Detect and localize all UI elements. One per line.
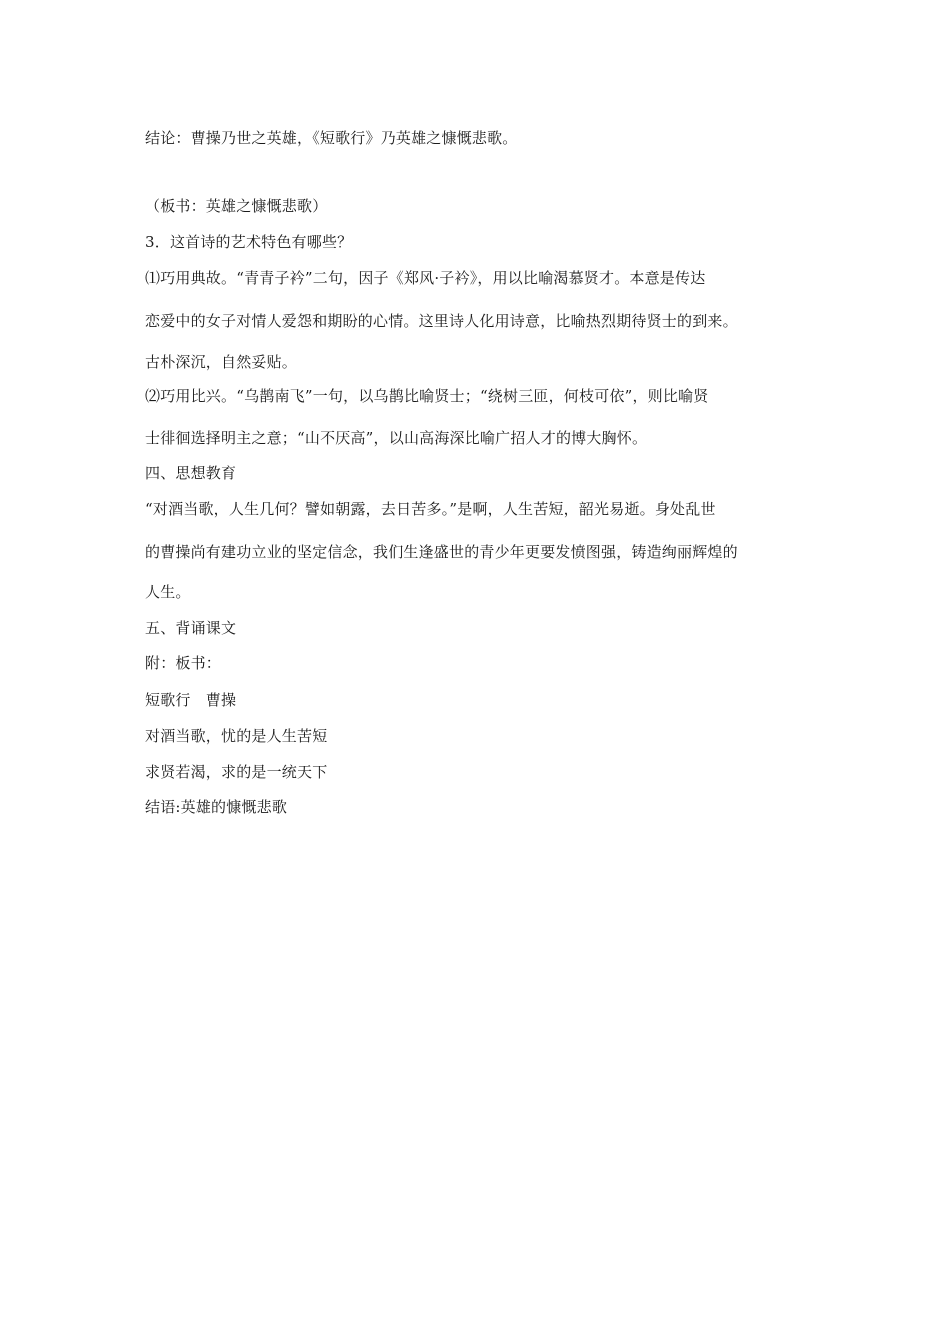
- section-4-heading: 四、思想教育: [145, 464, 237, 482]
- board-note: （板书：英雄之慷慨悲歌）: [145, 197, 328, 215]
- conclusion-text: 结论：曹操乃世之英雄，《短歌行》乃英雄之慷慨悲歌。: [145, 129, 518, 147]
- section-4-line-2: 的曹操尚有建功立业的坚定信念，我们生逢盛世的青少年更要发愤图强，铸造绚丽辉煌的: [145, 543, 738, 561]
- q3-paragraph-2-line-2: 士徘徊选择明主之意；“山不厌高”，以山高海深比喻广招人才的博大胸怀。: [145, 429, 648, 447]
- section-5-heading: 五、背诵课文: [145, 619, 237, 637]
- board-line-2: 求贤若渴，求的是一统天下: [145, 763, 328, 781]
- board-title: 短歌行 曹操: [145, 691, 237, 709]
- section-4-line-3: 人生。: [145, 583, 191, 601]
- q3-paragraph-1-line-2: 恋爱中的女子对情人爱怨和期盼的心情。这里诗人化用诗意，比喻热烈期待贤士的到来。: [145, 312, 738, 330]
- section-4-line-1: “对酒当歌，人生几何？譬如朝露，去日苦多。”是啊，人生苦短，韶光易逝。身处乱世: [145, 500, 716, 518]
- q3-paragraph-2-line-1: ⑵巧用比兴。“乌鹊南飞”一句，以乌鹊比喻贤士；“绕树三匝，何枝可依”，则比喻贤: [145, 387, 709, 405]
- q3-paragraph-1-line-1: ⑴巧用典故。“青青子衿”二句，因子《郑风·子衿》，用以比喻渴慕贤才。本意是传达: [145, 269, 706, 287]
- appendix-label: 附：板书：: [145, 654, 222, 672]
- board-conclusion: 结语:英雄的慷慨悲歌: [145, 798, 288, 816]
- board-line-1: 对酒当歌，忧的是人生苦短: [145, 727, 328, 745]
- question-3-heading: 3．这首诗的艺术特色有哪些？: [145, 233, 353, 251]
- q3-paragraph-1-line-3: 古朴深沉，自然妥贴。: [145, 353, 298, 371]
